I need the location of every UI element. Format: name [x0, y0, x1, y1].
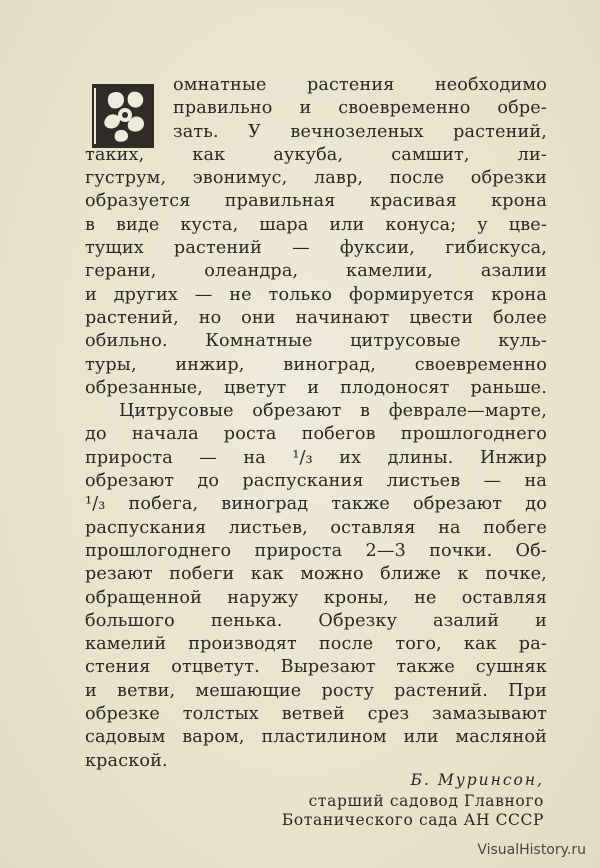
- text-line: правильно и своевременно обре-: [173, 98, 547, 119]
- text-line: большого пенька. Обрезку азалий и: [85, 610, 547, 631]
- author-position-line2: Ботанического сада АН СССР: [281, 811, 544, 829]
- text-line: распускания листьев, оставляя на побеге: [85, 517, 547, 538]
- text-line: обрезают до распускания листьев — на: [85, 471, 547, 492]
- text-line: обрезке толстых ветвей срез замазывают: [85, 704, 547, 725]
- text-line: густрум, эвонимус, лавр, после обрезки: [85, 168, 547, 189]
- text-line: обрезанные, цветут и плодоносят раньше.: [85, 377, 547, 398]
- text-line: омнатные растения необходимо: [173, 75, 547, 95]
- text-line: герани, олеандра, камелии, азалии: [85, 261, 547, 282]
- text-line: растений, но они начинают цвести более: [85, 307, 547, 328]
- text-line: прироста — на ¹/₃ их длины. Инжир: [85, 447, 547, 468]
- text-line: образуется правильная красивая крона: [85, 191, 547, 212]
- text-line: обильно. Комнатные цитрусовые куль-: [85, 331, 547, 352]
- text-line: и других — не только формируется крона: [85, 284, 547, 305]
- text-line: обращенной наружу кроны, не оставляя: [85, 587, 547, 608]
- text-line: туры, инжир, виноград, своевременно: [85, 354, 547, 375]
- author-name: Б. Муринсон,: [410, 771, 544, 789]
- watermark: VisualHistory.ru: [477, 842, 586, 858]
- text-line: Цитрусовые обрезают в феврале—марте,: [119, 401, 547, 422]
- text-line: резают побеги как можно ближе к почке,: [85, 564, 547, 585]
- text-line: краской.: [85, 750, 168, 771]
- text-line: садовым варом, пластилином или масляной: [85, 727, 547, 748]
- text-line: тущих растений — фуксии, гибискуса,: [85, 238, 547, 259]
- text-line: и ветви, мешающие росту растений. При: [85, 680, 547, 701]
- text-line: в виде куста, шара или конуса; у цве-: [85, 214, 547, 235]
- text-line: прошлогоднего прироста 2—3 почки. Об-: [85, 540, 547, 561]
- text-line: камелий производят после того, как ра-: [85, 634, 547, 655]
- text-line: ¹/₃ побега, виноград также обрезают до: [85, 494, 547, 515]
- text-line: таких, как аукуба, самшит, ли-: [85, 144, 547, 165]
- text-line: зать. У вечнозеленых растений,: [173, 121, 547, 142]
- text-line: стения отцветут. Вырезают также сушняк: [85, 657, 547, 678]
- text-line: до начала роста побегов прошлогоднего: [85, 424, 547, 445]
- article-text: [85, 74, 547, 773]
- author-position-line1: старший садовод Главного: [308, 792, 544, 810]
